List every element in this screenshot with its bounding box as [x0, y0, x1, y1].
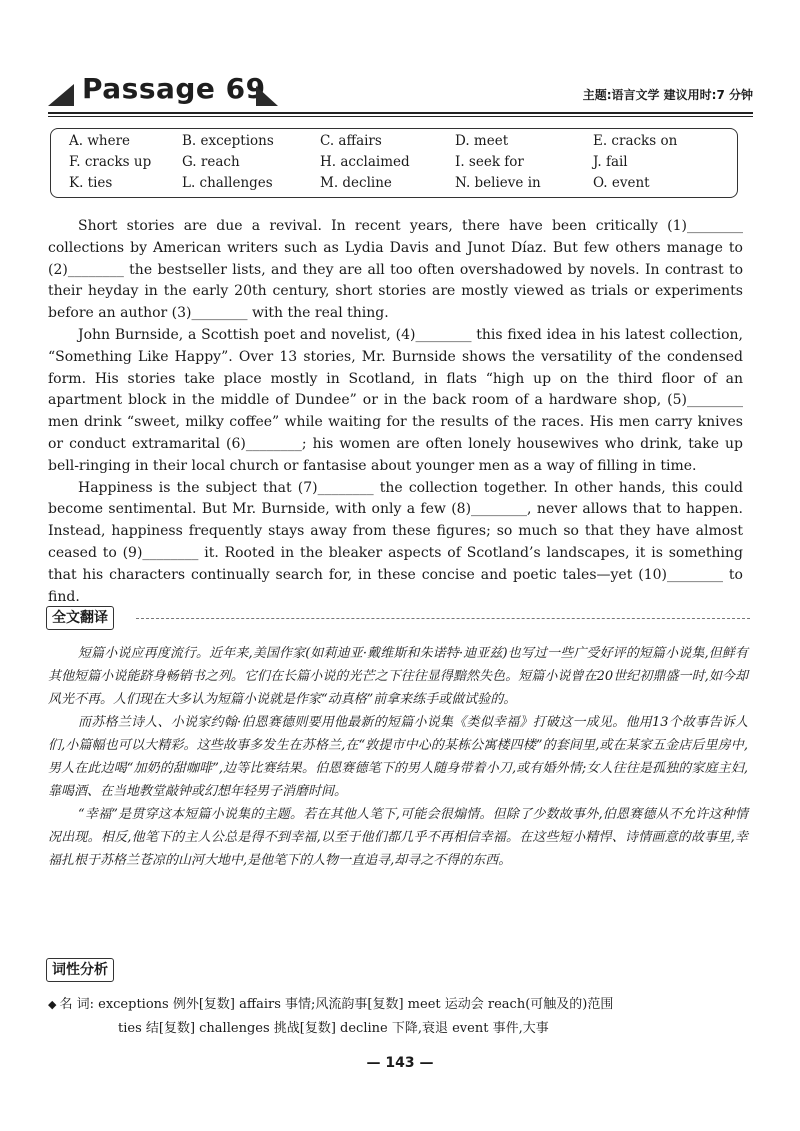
vocab-row-1	[48, 993, 748, 1017]
translation-label: 全文翻译	[46, 606, 114, 630]
translation-paragraph-1: 短篇小说应再度流行。近年来,美国作家(如莉迪亚·戴维斯和朱诺特·迪亚兹)也写过一些广受好评的短篇小说集,但鲜有其他短篇小说能跻身畅销书之列。它们在长篇小说的光芒之下往往显得黯然失色。短篇小说曾在20世纪初鼎盛一时,如今却风光不再。人们现在大多认为短篇小说就是作家“动真格”前拿来练手或做试验的。	[48, 646, 748, 707]
translation-paragraph-3: “幸福”是贯穿这本短篇小说集的主题。若在其他人笔下,可能会很煽情。但除了少数故事外,伯恩赛德从不允许这种情况出现。相反,他笔下的主人公总是得不到幸福,以至于他们都几乎不再相信幸福。在这些短小精悍、诗情画意的故事里,幸福扎根于苏格兰苍凉的山河大地中,是他笔下的人物一直追寻,却寻之不得的东西。	[48, 807, 748, 868]
option-n: N. believe in	[455, 175, 541, 191]
option-m: M. decline	[320, 175, 392, 191]
vocab-label: 词性分析	[46, 958, 114, 982]
translation-divider	[136, 618, 750, 619]
english-passage	[48, 216, 743, 608]
passage-paragraph-1: Short stories are due a revival. In recent years, there have been critically (1)________ collections by American writers such as Lydia Davis and Junot Díaz. But few others manage to (2)________ the bestseller lists, and they are all too often overshadowed by novels. In contrast to their heyday in the early 20th century, short stories are mostly viewed as trials or experiments before an author (3)________ with the real thing.	[48, 218, 743, 322]
option-g: G. reach	[182, 154, 240, 170]
passage-paragraph-2: John Burnside, a Scottish poet and novelist, (4)________ this fixed idea in his latest collection, “Something Like Happy”. Over 13 stories, Mr. Burnside shows the versatility of the condensed form. His stories take place mostly in Scotland, in flats “high up on the third floor of an apartment block in the middle of Dundee” or in the back room of a hardware shop, (5)________ men drink “sweet, milky coffee” while waiting for the results of the races. His men carry knives or conduct extramarital (6)________; his women are often lonely housewives who drink, take up bell-ringing in their local church or fantasise about younger men as a way of filling in time.	[48, 326, 743, 474]
option-k: K. ties	[69, 175, 113, 191]
option-j: J. fail	[593, 154, 628, 170]
option-e: E. cracks on	[593, 133, 678, 149]
passage-header	[48, 70, 753, 112]
option-i: I. seek for	[455, 154, 524, 170]
option-l: L. challenges	[182, 175, 273, 191]
option-c: C. affairs	[320, 133, 382, 149]
triangle-right-icon	[256, 86, 278, 106]
word-bank	[50, 128, 738, 198]
topic-and-time: 主题:语言文学 建议用时:7 分钟	[582, 88, 753, 102]
page-number: — 143 —	[366, 1055, 434, 1071]
passage-title: Passage 69	[82, 72, 266, 105]
passage-paragraph-3: Happiness is the subject that (7)________ the collection together. In other hands, this could become sentimental. But Mr. Burnside, with only a few (8)________, never allows that to happen. Instead, happiness frequently stays away from these figures; so much so that they have almost ceased to (9)________ it. Rooted in the bleaker aspects of Scotland’s landscapes, it is something that his characters continually search for, in these concise and poetic tales—yet (10)________ to find.	[48, 479, 743, 605]
translation-paragraph-2: 而苏格兰诗人、小说家约翰·伯恩赛德则要用他最新的短篇小说集《类似幸福》打破这一成见。他用13个故事告诉人们,小篇幅也可以大精彩。这些故事多发生在苏格兰,在“敦提市中心的某栋公寓楼四楼”的套间里,或在某家五金店后里房中,男人在此边喝“加奶的甜咖啡”,边等比赛结果。伯恩赛德笔下的男人随身带着小刀,或有婚外情;女人往往是孤独的家庭主妇,靠喝酒、在当地教堂敲钟或幻想年轻男子消磨时间。	[48, 715, 748, 799]
vocab-line-2: ties 结[复数] challenges 挑战[复数] decline 下降,衰退 event 事件,大事	[118, 1021, 549, 1036]
header-divider-thin	[48, 116, 753, 117]
option-f: F. cracks up	[69, 154, 152, 170]
header-divider	[48, 112, 753, 114]
option-o: O. event	[593, 175, 650, 191]
option-b: B. exceptions	[182, 133, 274, 149]
vocab-line-1: exceptions 例外[复数] affairs 事情;风流韵事[复数] meet 运动会 reach(可触及的)范围	[98, 997, 614, 1012]
diamond-bullet-icon: ◆	[48, 998, 57, 1011]
vocab-pos: 名 词:	[59, 997, 94, 1012]
option-d: D. meet	[455, 133, 509, 149]
option-a: A. where	[69, 133, 131, 149]
word-bank-grid	[69, 133, 737, 192]
triangle-left-icon	[48, 84, 74, 106]
vocab-analysis	[48, 993, 748, 1041]
chinese-translation	[48, 642, 748, 872]
option-h: H. acclaimed	[320, 154, 410, 170]
